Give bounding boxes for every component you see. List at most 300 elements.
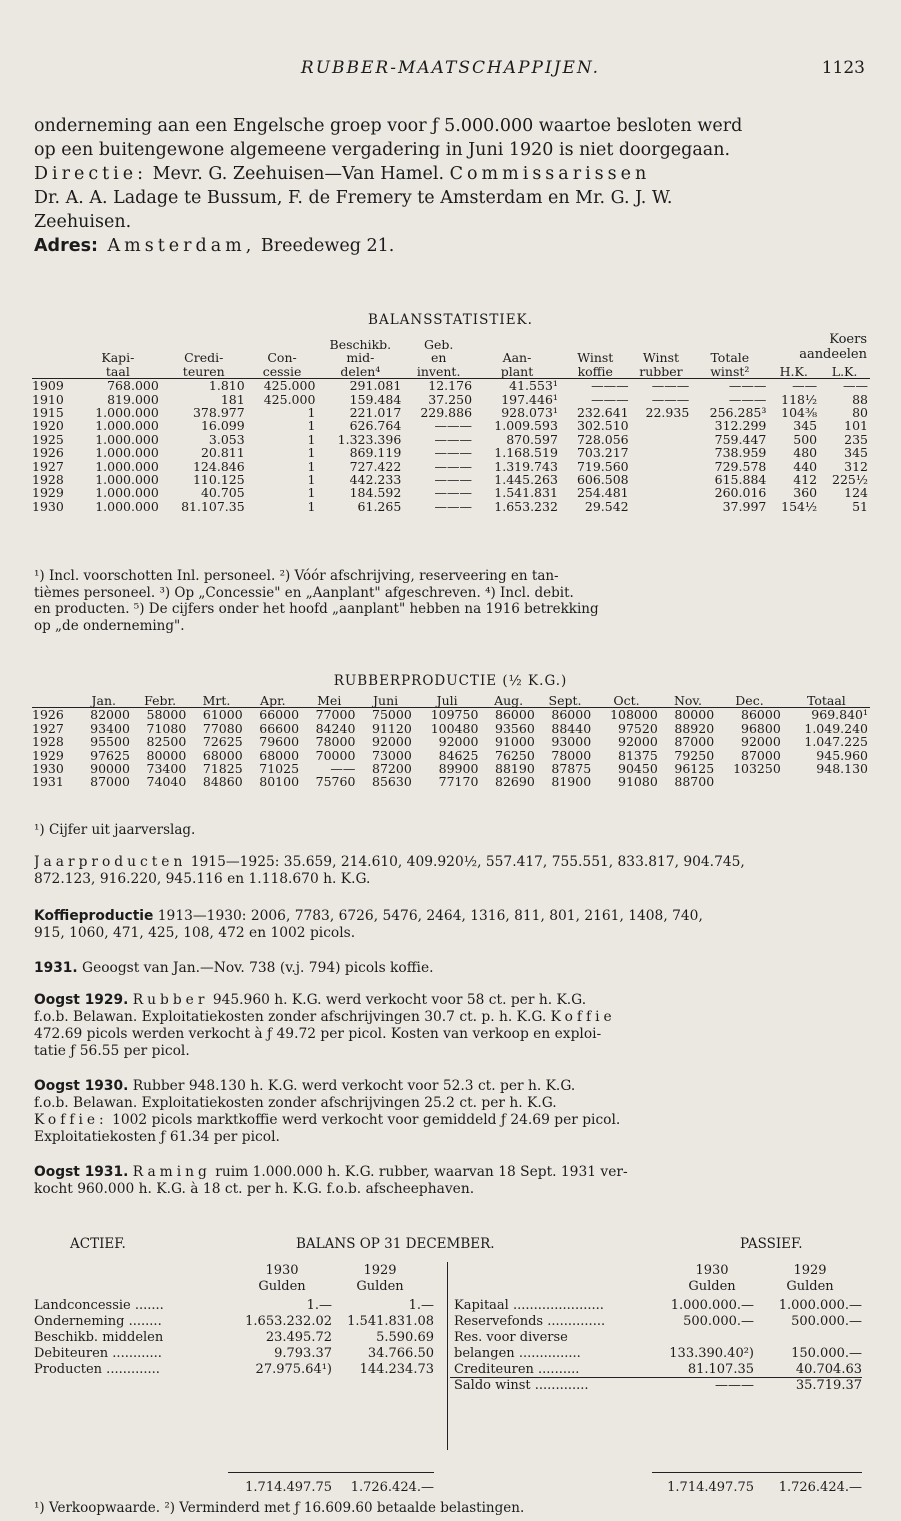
table-cell: 1.000.000 bbox=[95, 431, 159, 447]
table-cell: 81900 bbox=[551, 774, 592, 790]
actief-item-label: Debiteuren ............ bbox=[34, 1346, 162, 1361]
table-cell: 108000 bbox=[593, 708, 660, 722]
table-cell: 16.099 bbox=[200, 418, 245, 434]
table-cell: 87000 bbox=[674, 734, 715, 750]
table-cell: 68000 bbox=[259, 747, 300, 763]
table-row bbox=[32, 393, 870, 406]
table-cell: 1.445.263 bbox=[494, 472, 558, 488]
table-cell: 260.016 bbox=[714, 485, 767, 501]
table-cell: 101 bbox=[844, 418, 868, 434]
passief-item-value: 1.000.000.— bbox=[670, 1298, 754, 1313]
table-row bbox=[32, 486, 870, 499]
table-cell: 93400 bbox=[90, 720, 130, 736]
table-cell: ——— bbox=[434, 485, 473, 501]
footnote-line: op „de onderneming". bbox=[34, 617, 185, 634]
table-cell: 72625 bbox=[202, 734, 243, 750]
column-header-line: Winst bbox=[577, 350, 614, 366]
table-row bbox=[32, 749, 870, 762]
table-row bbox=[32, 460, 870, 473]
column-header-line: H.K. bbox=[779, 363, 808, 379]
table-cell: 124 bbox=[844, 485, 868, 501]
column-header: Mrt. bbox=[202, 693, 231, 708]
table-cell: 80 bbox=[852, 405, 868, 421]
column-header: Jan. bbox=[91, 693, 116, 708]
table-cell: ——— bbox=[651, 391, 690, 407]
table-row bbox=[32, 735, 870, 748]
row-year: 1927 bbox=[32, 720, 64, 736]
table-cell: 93560 bbox=[495, 720, 535, 736]
table-cell: —— bbox=[768, 379, 819, 393]
table-cell: 1 bbox=[307, 458, 316, 474]
table-cell: 184.592 bbox=[349, 485, 402, 501]
passief-item-label: Res. voor diverse bbox=[454, 1330, 568, 1345]
table-cell: 442.233 bbox=[349, 472, 402, 488]
table-cell: 1.168.519 bbox=[494, 445, 558, 461]
table-cell: 61.265 bbox=[357, 498, 402, 514]
row-year: 1925 bbox=[32, 431, 64, 447]
paragraph-text: f.o.b. Belawan. Exploitatiekosten zonder afschrijvingen 30.7 ct. p. h. K.G. bbox=[34, 1009, 551, 1025]
actief-item-value: 27.975.64¹) bbox=[255, 1362, 332, 1377]
table-cell: 759.447 bbox=[714, 431, 767, 447]
table-cell: 88190 bbox=[495, 761, 535, 777]
commissarissen-label: Commissarissen bbox=[449, 164, 651, 184]
right-total-rule bbox=[652, 1472, 862, 1473]
table-cell: 73400 bbox=[146, 761, 187, 777]
table-cell: 1.049.240 bbox=[804, 720, 868, 736]
table-cell: 626.764 bbox=[349, 418, 402, 434]
table-cell: 256.285³ bbox=[709, 405, 767, 421]
row-year: 1920 bbox=[32, 418, 64, 434]
table-cell: 77080 bbox=[202, 720, 243, 736]
table-row bbox=[32, 775, 870, 788]
table-cell: 221.017 bbox=[349, 405, 402, 421]
table-cell: 606.508 bbox=[576, 472, 629, 488]
actief-item-value: 144.234.73 bbox=[359, 1362, 434, 1377]
right-currency-2: Gulden bbox=[786, 1279, 834, 1294]
paragraph-line bbox=[34, 1078, 868, 1095]
table-cell: 870.597 bbox=[506, 431, 558, 447]
passief-item-value: 133.390.40²) bbox=[669, 1346, 754, 1361]
table-cell: ——— bbox=[591, 391, 629, 407]
table-cell: 78000 bbox=[551, 747, 592, 763]
table-row bbox=[32, 762, 870, 775]
passief-item-value: 35.719.37 bbox=[795, 1378, 862, 1393]
table-cell: 82000 bbox=[76, 708, 132, 722]
intro-line bbox=[34, 162, 868, 186]
row-year: 1915 bbox=[32, 405, 64, 421]
table-cell: 500 bbox=[793, 431, 818, 447]
paragraph-text: Rubber 948.130 h. K.G. werd verkocht voor 52.3 ct. per h. K.G. bbox=[128, 1078, 576, 1094]
column-header bbox=[32, 694, 76, 708]
table-cell: 40.705 bbox=[200, 485, 245, 501]
actief-label: ACTIEF. bbox=[70, 1236, 126, 1252]
left-total-rule bbox=[228, 1472, 434, 1473]
left-year-1929: 1929 bbox=[363, 1263, 397, 1278]
table-cell: 1.000.000 bbox=[95, 405, 159, 421]
intro-paragraph bbox=[34, 114, 868, 258]
table-cell: 1.000.000 bbox=[95, 458, 159, 474]
paragraph-line: tatie ƒ 56.55 per picol. bbox=[34, 1043, 190, 1059]
row-year: 1928 bbox=[32, 734, 64, 750]
oogst-1930-paragraph bbox=[34, 1078, 868, 1146]
table-cell: 87000 bbox=[741, 747, 781, 763]
rubberproductie-title: RUBBERPRODUCTIE (½ K.G.) bbox=[333, 673, 568, 689]
directie-text: Mevr. G. Zeehuisen—Van Hamel. bbox=[147, 164, 450, 184]
table-cell: ——— bbox=[691, 379, 768, 393]
column-header bbox=[768, 338, 819, 379]
column-header: Mei bbox=[317, 693, 342, 708]
table-cell bbox=[631, 500, 692, 513]
table-row bbox=[32, 473, 870, 486]
left-currency-1: Gulden bbox=[258, 1279, 306, 1294]
balansstatistiek-table bbox=[32, 338, 870, 513]
koffie-label: Koffie: bbox=[34, 1112, 108, 1128]
koffieproductie-text: 1913—1930: 2006, 7783, 6726, 5476, 2464, 1316, 811, 801, 2161, 1408, 740, bbox=[153, 908, 703, 924]
table-cell: 928.073¹ bbox=[501, 405, 558, 421]
table-cell: 412 bbox=[793, 472, 818, 488]
table-cell: 66000 bbox=[245, 708, 301, 722]
table-header-row bbox=[32, 694, 870, 708]
table-cell: 81.107.35 bbox=[181, 498, 245, 514]
table-cell: —— bbox=[819, 379, 870, 393]
paragraph-line bbox=[34, 908, 868, 925]
table-cell: 84240 bbox=[315, 720, 356, 736]
column-header bbox=[161, 338, 247, 379]
table-cell: 729.578 bbox=[714, 458, 767, 474]
table-cell: 948.130 bbox=[816, 761, 868, 777]
table-cell: 100480 bbox=[430, 720, 479, 736]
column-divider bbox=[447, 1262, 448, 1450]
table-cell: 95500 bbox=[90, 734, 130, 750]
table-cell: 1.810 bbox=[161, 379, 247, 393]
column-header bbox=[403, 338, 474, 379]
table-cell: 480 bbox=[793, 445, 818, 461]
paragraph-text: 1002 picols marktkoffie werd verkocht voor gemiddeld ƒ 24.69 per picol. bbox=[107, 1112, 621, 1128]
column-header: Totaal bbox=[806, 693, 846, 708]
column-header bbox=[32, 338, 75, 379]
table-cell: ——— bbox=[728, 391, 767, 407]
table-cell: 79600 bbox=[259, 734, 300, 750]
table-cell: 302.510 bbox=[576, 418, 629, 434]
table-cell bbox=[631, 433, 692, 446]
table-cell: 70000 bbox=[315, 747, 356, 763]
column-header-line: Totale bbox=[710, 350, 750, 366]
koffieproductie-label: Koffieproductie bbox=[34, 908, 154, 924]
left-total-1930: 1.714.497.75 bbox=[245, 1480, 332, 1495]
table-row bbox=[32, 406, 870, 419]
table-cell: 229.886 bbox=[420, 405, 473, 421]
table-cell: 86000 bbox=[480, 708, 536, 722]
right-currency-1: Gulden bbox=[688, 1279, 736, 1294]
table-cell bbox=[783, 775, 870, 788]
intro-line: Dr. A. A. Ladage te Bussum, F. de Fremery te Amsterdam en Mr. G. J. W. bbox=[34, 188, 673, 208]
row-year: 1928 bbox=[32, 472, 64, 488]
table-cell: 312.299 bbox=[714, 418, 767, 434]
actief-item-value: 1.541.831.08 bbox=[347, 1314, 434, 1329]
table-cell: 71025 bbox=[259, 761, 300, 777]
table-cell: 1 bbox=[307, 498, 316, 514]
footnote-line: tièmes personeel. ³) Op „Concessie" en „Aanplant" afgeschreven. ⁴) Incl. debit. bbox=[34, 584, 574, 601]
column-header-line: koffie bbox=[577, 363, 613, 379]
table-cell: 1 bbox=[307, 431, 316, 447]
table-cell: 88700 bbox=[674, 774, 715, 790]
column-header: Oct. bbox=[613, 693, 640, 708]
table-cell: 1.541.831 bbox=[494, 485, 558, 501]
column-header-line: winst² bbox=[710, 363, 750, 379]
table-cell: 87200 bbox=[372, 761, 412, 777]
table-cell: 1 bbox=[307, 485, 316, 501]
table-row bbox=[32, 722, 870, 735]
actief-item-label: Producten ............. bbox=[34, 1362, 160, 1377]
table-row bbox=[32, 379, 870, 393]
left-year-1930: 1930 bbox=[265, 1263, 299, 1278]
oogst-label: Oogst 1930. bbox=[34, 1078, 129, 1094]
table-cell: 58000 bbox=[132, 708, 188, 722]
table-cell: 92000 bbox=[438, 734, 479, 750]
table-cell: 197.446¹ bbox=[501, 391, 558, 407]
passief-item-value: 81.107.35 bbox=[687, 1362, 754, 1377]
table-cell: 29.542 bbox=[584, 498, 629, 514]
paragraph-line bbox=[34, 854, 868, 871]
column-header: Febr. bbox=[144, 693, 177, 708]
table-cell: 92000 bbox=[372, 734, 412, 750]
column-header bbox=[691, 338, 768, 379]
paragraph-line bbox=[34, 1112, 868, 1129]
table-cell bbox=[631, 446, 692, 459]
left-total-1929: 1.726.424.— bbox=[350, 1480, 434, 1495]
table-cell: 615.884 bbox=[714, 472, 767, 488]
table-row bbox=[32, 500, 870, 513]
oogst-1931-short bbox=[34, 960, 868, 977]
actief-item-value: 34.766.50 bbox=[367, 1346, 434, 1361]
passief-item-label: Reservefonds .............. bbox=[454, 1314, 606, 1329]
column-header-line: teuren bbox=[182, 363, 225, 379]
directie-label: Directie: bbox=[34, 164, 148, 184]
column-header-line: en bbox=[430, 350, 447, 366]
adres-street: Breedeweg 21. bbox=[255, 236, 395, 256]
oogst-label: Oogst 1929. bbox=[34, 992, 129, 1008]
intro-line: Zeehuisen. bbox=[34, 212, 132, 232]
row-year: 1930 bbox=[32, 761, 64, 777]
table-cell: 1.323.396 bbox=[337, 431, 402, 447]
column-header-line: mid- bbox=[346, 350, 375, 366]
table-cell: 88920 bbox=[674, 720, 715, 736]
balansstatistiek-title: BALANSSTATISTIEK. bbox=[368, 312, 533, 328]
column-header-line: cessie bbox=[262, 363, 302, 379]
table-row bbox=[32, 419, 870, 432]
table-cell: 93000 bbox=[551, 734, 592, 750]
table-cell: 41.553¹ bbox=[474, 379, 560, 393]
balans-footnote: ¹) Verkoopwaarde. ²) Verminderd met ƒ 16.609.60 betaalde belastingen. bbox=[34, 1500, 525, 1516]
column-header-line: Beschikb. bbox=[329, 337, 392, 352]
table-cell: 66600 bbox=[259, 720, 300, 736]
table-cell: 89900 bbox=[438, 761, 479, 777]
table-cell: 1.047.225 bbox=[804, 734, 868, 750]
table-cell: 869.119 bbox=[349, 445, 402, 461]
table-cell: 225½ bbox=[832, 472, 868, 488]
paragraph-text: 945.960 h. K.G. werd verkocht voor 58 ct. per h. K.G. bbox=[208, 992, 587, 1008]
table-cell: 75000 bbox=[357, 708, 413, 722]
table-cell: 440 bbox=[793, 458, 818, 474]
table-cell: 345 bbox=[844, 445, 868, 461]
actief-item-label: Onderneming ........ bbox=[34, 1314, 162, 1329]
actief-item-label: Beschikb. middelen bbox=[34, 1330, 164, 1345]
table-cell: 232.641 bbox=[576, 405, 629, 421]
table-cell: 82500 bbox=[146, 734, 187, 750]
paragraph-text: Geoogst van Jan.—Nov. 738 (v.j. 794) picols koffie. bbox=[77, 960, 434, 976]
table-cell: 80000 bbox=[146, 747, 187, 763]
paragraph-line bbox=[34, 1009, 868, 1026]
table-cell: 12.176 bbox=[403, 379, 474, 393]
table-cell: 103250 bbox=[733, 761, 781, 777]
adres-line bbox=[34, 234, 868, 258]
actief-item-value: 1.— bbox=[306, 1298, 332, 1313]
table-cell: 96800 bbox=[741, 720, 781, 736]
table-cell: 84625 bbox=[438, 747, 479, 763]
passief-item-value: 40.704.63 bbox=[795, 1362, 862, 1377]
table-cell: 90450 bbox=[618, 761, 658, 777]
koers-label: Koers bbox=[829, 332, 867, 347]
table-cell: 90000 bbox=[90, 761, 130, 777]
table-cell: 1 bbox=[307, 472, 316, 488]
passief-item-value: 150.000.— bbox=[791, 1346, 862, 1361]
table-cell: 345 bbox=[793, 418, 818, 434]
table-row bbox=[32, 708, 870, 722]
table-cell: 727.422 bbox=[349, 458, 402, 474]
table-cell: 88440 bbox=[551, 720, 592, 736]
table-cell: 703.217 bbox=[576, 445, 629, 461]
column-header-line: Con- bbox=[267, 350, 297, 366]
row-year: 1926 bbox=[32, 708, 76, 722]
table-cell: 37.250 bbox=[428, 391, 473, 407]
paragraph-line: 472.69 picols werden verkocht à ƒ 49.72 per picol. Kosten van verkoop en exploi- bbox=[34, 1026, 602, 1042]
rubber-label: Rubber bbox=[132, 992, 209, 1008]
table-cell: 75760 bbox=[315, 774, 356, 790]
table-cell: 80000 bbox=[660, 708, 716, 722]
column-header-line: L.K. bbox=[831, 363, 858, 379]
table-cell: 84860 bbox=[202, 774, 243, 790]
oogst-label: Oogst 1931. bbox=[34, 1164, 129, 1180]
table-cell: 51 bbox=[852, 498, 868, 514]
footnote-line: ¹) Incl. voorschotten Inl. personeel. ²) Vóór afschrijving, reserveering en tan- bbox=[34, 568, 559, 584]
right-year-1929: 1929 bbox=[793, 1263, 827, 1278]
table-cell: 1 bbox=[307, 445, 316, 461]
table-cell: —— bbox=[330, 761, 356, 777]
table-cell: 68000 bbox=[202, 747, 243, 763]
table-cell: 728.056 bbox=[576, 431, 629, 447]
footnote-line: en producten. ⁵) De cijfers onder het hoofd „aanplant" hebben na 1916 betrekking bbox=[34, 601, 599, 617]
year-label: 1931. bbox=[34, 960, 78, 976]
table-cell: 1.000.000 bbox=[95, 498, 159, 514]
rubberproductie-footnote bbox=[34, 822, 868, 839]
table-cell: ——— bbox=[434, 458, 473, 474]
table-cell: 738.959 bbox=[714, 445, 767, 461]
intro-line: onderneming aan een Engelsche groep voor ƒ 5.000.000 waartoe besloten werd bbox=[34, 116, 743, 136]
table-cell: 110.125 bbox=[192, 472, 245, 488]
table-cell: 159.484 bbox=[349, 391, 402, 407]
passief-item-label: Crediteuren .......... bbox=[454, 1362, 580, 1377]
table-cell: 79250 bbox=[674, 747, 715, 763]
column-header bbox=[474, 338, 560, 379]
row-year: 1929 bbox=[32, 747, 64, 763]
table-cell: 1 bbox=[307, 418, 316, 434]
table-cell: 124.846 bbox=[192, 458, 245, 474]
row-year: 1909 bbox=[32, 379, 75, 393]
intro-line: op een buitengewone algemeene vergadering in Juni 1920 is niet doorgegaan. bbox=[34, 140, 731, 160]
column-header bbox=[560, 338, 631, 379]
column-header-line: Aan- bbox=[502, 350, 532, 366]
balansstatistiek-footnotes bbox=[34, 568, 868, 634]
table-cell: 945.960 bbox=[816, 747, 868, 763]
table-cell: 1.000.000 bbox=[95, 485, 159, 501]
table-cell: 81375 bbox=[618, 747, 658, 763]
table-cell: 87000 bbox=[90, 774, 130, 790]
column-header bbox=[317, 338, 403, 379]
rubberproductie-table bbox=[32, 694, 870, 789]
footnote-line: ¹) Cijfer uit jaarverslag. bbox=[34, 822, 196, 838]
table-row bbox=[32, 446, 870, 459]
table-cell: 1.319.743 bbox=[494, 458, 558, 474]
table-cell: 425.000 bbox=[263, 391, 316, 407]
table-cell: 360 bbox=[793, 485, 818, 501]
jaarproducten-label: Jaarproducten bbox=[34, 854, 187, 870]
table-cell: 97520 bbox=[618, 720, 658, 736]
row-year: 1929 bbox=[32, 485, 64, 501]
balance-sheet bbox=[0, 1236, 901, 1516]
passief-item-value: 500.000.— bbox=[791, 1314, 862, 1329]
passief-item-label: Saldo winst ............. bbox=[454, 1378, 589, 1393]
table-cell: ——— bbox=[560, 379, 631, 393]
row-year: 1931 bbox=[32, 774, 64, 790]
column-header bbox=[75, 338, 161, 379]
table-cell: 73000 bbox=[372, 747, 412, 763]
adres-label: Adres: bbox=[34, 236, 98, 256]
table-cell: 77000 bbox=[301, 708, 357, 722]
table-cell: ——— bbox=[434, 472, 473, 488]
page-number: 1123 bbox=[821, 58, 865, 78]
column-header: Nov. bbox=[673, 693, 702, 708]
column-header-line: invent. bbox=[416, 363, 461, 379]
row-year: 1926 bbox=[32, 445, 64, 461]
table-cell: 118½ bbox=[781, 391, 818, 407]
jaarproducten-text: 1915—1925: 35.659, 214.610, 409.920½, 557.417, 755.551, 833.817, 904.745, bbox=[186, 854, 745, 870]
table-cell: 22.935 bbox=[645, 405, 690, 421]
left-currency-2: Gulden bbox=[356, 1279, 404, 1294]
raming-label: Raming bbox=[132, 1164, 211, 1180]
table-cell: 819.000 bbox=[107, 391, 159, 407]
column-header: Sept. bbox=[548, 693, 582, 708]
table-cell: 71080 bbox=[146, 720, 187, 736]
table-cell: 85630 bbox=[372, 774, 412, 790]
table-cell: 92000 bbox=[741, 734, 781, 750]
column-header-line: plant bbox=[500, 363, 534, 379]
table-cell: 61000 bbox=[188, 708, 244, 722]
passief-item-label: Kapitaal ...................... bbox=[454, 1298, 604, 1313]
table-cell: 109750 bbox=[414, 708, 481, 722]
koffie-label: Koffie bbox=[550, 1009, 616, 1025]
passief-item-value: 1.000.000.— bbox=[778, 1298, 862, 1313]
paragraph-line: f.o.b. Belawan. Exploitatiekosten zonder afschrijvingen 25.2 ct. per h. K.G. bbox=[34, 1095, 557, 1111]
passief-item-value: ——— bbox=[715, 1378, 754, 1393]
column-header: Apr. bbox=[260, 693, 286, 708]
table-cell: ——— bbox=[434, 431, 473, 447]
table-cell: 96125 bbox=[674, 761, 715, 777]
column-header-line: taal bbox=[105, 363, 130, 379]
table-cell: 77170 bbox=[438, 774, 479, 790]
table-cell: 235 bbox=[844, 431, 868, 447]
passief-item-value: 500.000.— bbox=[683, 1314, 754, 1329]
paragraph-line: Exploitatiekosten ƒ 61.34 per picol. bbox=[34, 1129, 280, 1145]
